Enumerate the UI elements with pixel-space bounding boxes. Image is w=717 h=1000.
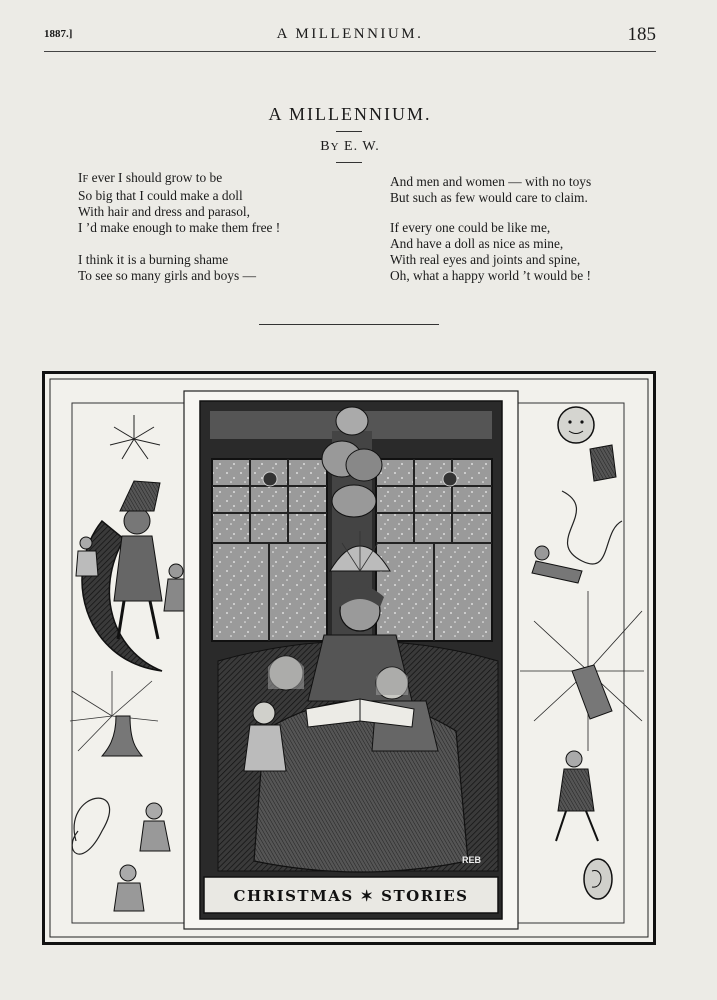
poem-left-column [78, 170, 368, 300]
drop-initial: I [78, 170, 83, 185]
page-number: 185 [627, 24, 656, 45]
christmas-stories-illustration [42, 371, 656, 945]
central-picture [200, 401, 502, 919]
poem-line: I ’d make enough to make them free ! [78, 220, 281, 235]
byline-prefix-initial: B [320, 139, 331, 154]
header-rule [44, 51, 656, 52]
poem-line: Oh, what a happy world ’t would be ! [390, 268, 591, 283]
stanza-4 [390, 220, 680, 284]
header-year: 1887.] [44, 28, 73, 40]
poem-line: And have a doll as nice as mine, [390, 236, 564, 251]
running-header [44, 22, 656, 52]
smallcaps-letter: F [82, 174, 89, 185]
byline-prefix-rest: Y [330, 141, 340, 153]
stanza-1 [78, 170, 368, 236]
stanza-2 [78, 252, 368, 284]
poem-line: But such as few would care to claim. [390, 190, 588, 205]
poem-right-column [390, 170, 680, 300]
poem-line: With hair and dress and parasol, [78, 204, 250, 219]
poem-byline [0, 139, 700, 155]
first-line-rest: ever I should grow to be [88, 170, 223, 185]
doll-figure [253, 702, 275, 724]
poem-line [78, 170, 368, 188]
stanza-3 [390, 174, 680, 206]
poem-end-rule [259, 324, 439, 325]
byline-rule [336, 162, 362, 163]
artist-monogram: REB [462, 855, 482, 865]
byline-author: E. W. [344, 139, 380, 154]
caption-text: CHRISTMAS ✶ STORIES [233, 887, 469, 905]
poem-line: And men and women — with no toys [390, 174, 592, 189]
poem-line: To see so many girls and boys — [78, 268, 256, 283]
poem-line: I think it is a burning shame [78, 252, 229, 267]
poem-line: So big that I could make a doll [78, 188, 243, 203]
title-rule [336, 131, 362, 132]
header-title: A MILLENNIUM. [276, 26, 424, 42]
poem-title: A MILLENNIUM. [268, 104, 432, 124]
poem-line: If every one could be like me, [390, 220, 551, 235]
poem-line: With real eyes and joints and spine, [390, 252, 581, 267]
